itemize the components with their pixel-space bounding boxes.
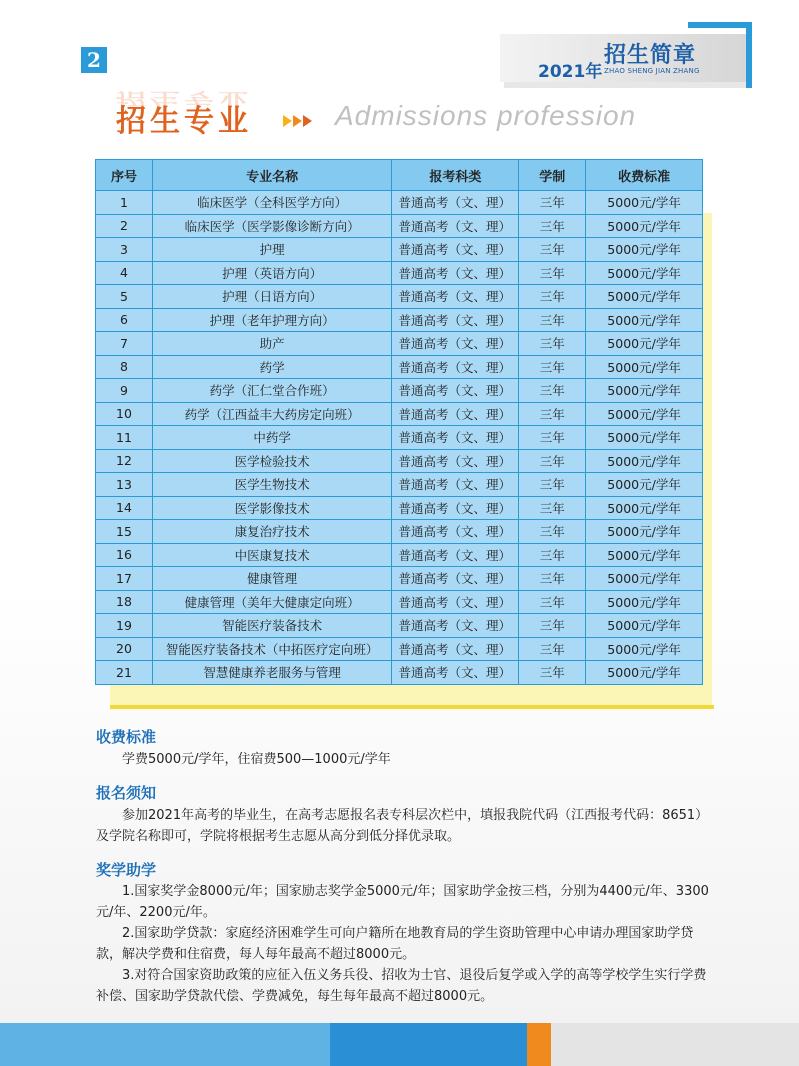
cell-fee: 5000元/学年 (586, 661, 703, 685)
cell-duration: 三年 (519, 261, 586, 285)
header-index: 序号 (96, 160, 153, 191)
cell-fee: 5000元/学年 (586, 238, 703, 262)
banner-year: 2021年 (538, 62, 603, 82)
arrow-icon (283, 115, 292, 127)
cell-fee: 5000元/学年 (586, 543, 703, 567)
cell-duration: 三年 (519, 285, 586, 309)
cell-fee: 5000元/学年 (586, 285, 703, 309)
notice-text: 参加2021年高考的毕业生，在高考志愿报名表专科层次栏中，填报我院代码（江西报考代码：8651）及学院名称即可，学院将根据考生志愿从高分到低分择优录取。 (96, 808, 709, 844)
cell-subject: 普通高考（文、理） (392, 473, 519, 497)
notice-heading: 报名须知 (96, 784, 157, 802)
table-row (96, 261, 703, 285)
banner-title: 招生简章 (604, 43, 697, 68)
table-row (96, 285, 703, 309)
aid-item: 1.国家奖学金8000元/年；国家励志奖学金5000元/年；国家助学金按三档，分别为4400元/年、3300元/年、2200元/年。 (96, 884, 709, 920)
cell-fee: 5000元/学年 (586, 590, 703, 614)
cell-duration: 三年 (519, 496, 586, 520)
cell-fee: 5000元/学年 (586, 496, 703, 520)
cell-major: 药学 (152, 355, 392, 379)
cell-index: 11 (96, 426, 153, 450)
footer-stripe-light (0, 1023, 330, 1066)
cell-index: 21 (96, 661, 153, 685)
fees-text: 学费5000元/学年，住宿费500—1000元/学年 (122, 752, 391, 767)
cell-major: 智慧健康养老服务与管理 (152, 661, 392, 685)
cell-major: 护理（日语方向） (152, 285, 392, 309)
cell-fee: 5000元/学年 (586, 261, 703, 285)
header-fee: 收费标准 (586, 160, 703, 191)
cell-index: 15 (96, 520, 153, 544)
cell-fee: 5000元/学年 (586, 355, 703, 379)
cell-subject: 普通高考（文、理） (392, 543, 519, 567)
aid-heading: 奖学助学 (96, 861, 157, 879)
cell-duration: 三年 (519, 214, 586, 238)
cell-duration: 三年 (519, 191, 586, 215)
cell-subject: 普通高考（文、理） (392, 238, 519, 262)
cell-index: 13 (96, 473, 153, 497)
cell-duration: 三年 (519, 355, 586, 379)
cell-duration: 三年 (519, 379, 586, 403)
cell-duration: 三年 (519, 637, 586, 661)
footer-stripe-orange (527, 1023, 551, 1066)
cell-index: 20 (96, 637, 153, 661)
table-row (96, 355, 703, 379)
table-row (96, 426, 703, 450)
cell-index: 1 (96, 191, 153, 215)
table-row (96, 590, 703, 614)
cell-subject: 普通高考（文、理） (392, 590, 519, 614)
arrow-icon (303, 115, 312, 127)
cell-subject: 普通高考（文、理） (392, 332, 519, 356)
cell-major: 护理（英语方向） (152, 261, 392, 285)
cell-fee: 5000元/学年 (586, 473, 703, 497)
aid-text (96, 881, 711, 1007)
cell-duration: 三年 (519, 332, 586, 356)
cell-major: 助产 (152, 332, 392, 356)
cell-fee: 5000元/学年 (586, 214, 703, 238)
cell-duration: 三年 (519, 567, 586, 591)
cell-major: 临床医学（全科医学方向） (152, 191, 392, 215)
footer-stripe-grey (551, 1023, 799, 1066)
cell-index: 3 (96, 238, 153, 262)
cell-index: 2 (96, 214, 153, 238)
majors-table (95, 159, 703, 685)
aid-item: 3.对符合国家资助政策的应征入伍义务兵役、招收为士官、退役后复学或入学的高等学校学生实行学费补偿、国家助学贷款代偿、学费减免，每生每年最高不超过8000元。 (96, 968, 707, 1004)
cell-duration: 三年 (519, 238, 586, 262)
table-row (96, 214, 703, 238)
cell-index: 19 (96, 614, 153, 638)
table-row (96, 238, 703, 262)
cell-major: 医学检验技术 (152, 449, 392, 473)
cell-major: 医学影像技术 (152, 496, 392, 520)
cell-fee: 5000元/学年 (586, 614, 703, 638)
cell-fee: 5000元/学年 (586, 332, 703, 356)
fees-heading: 收费标准 (96, 728, 157, 746)
cell-major: 临床医学（医学影像诊断方向） (152, 214, 392, 238)
cell-subject: 普通高考（文、理） (392, 496, 519, 520)
table-row (96, 191, 703, 215)
cell-subject: 普通高考（文、理） (392, 637, 519, 661)
cell-subject: 普通高考（文、理） (392, 661, 519, 685)
cell-duration: 三年 (519, 449, 586, 473)
cell-major: 护理（老年护理方向） (152, 308, 392, 332)
cell-duration: 三年 (519, 590, 586, 614)
table-row (96, 308, 703, 332)
cell-subject: 普通高考（文、理） (392, 285, 519, 309)
table-row (96, 543, 703, 567)
cell-major: 康复治疗技术 (152, 520, 392, 544)
cell-duration: 三年 (519, 308, 586, 332)
cell-index: 18 (96, 590, 153, 614)
table-row (96, 449, 703, 473)
cell-subject: 普通高考（文、理） (392, 567, 519, 591)
cell-index: 16 (96, 543, 153, 567)
cell-major: 药学（江西益丰大药房定向班） (152, 402, 392, 426)
cell-subject: 普通高考（文、理） (392, 379, 519, 403)
cell-fee: 5000元/学年 (586, 567, 703, 591)
cell-index: 8 (96, 355, 153, 379)
cell-duration: 三年 (519, 473, 586, 497)
aid-item: 2.国家助学贷款：家庭经济困难学生可向户籍所在地教育局的学生资助管理中心申请办理国家助学贷款，解决学费和住宿费，每人每年最高不超过8000元。 (96, 926, 694, 962)
cell-subject: 普通高考（文、理） (392, 614, 519, 638)
cell-major: 智能医疗装备技术 (152, 614, 392, 638)
cell-duration: 三年 (519, 402, 586, 426)
cell-fee: 5000元/学年 (586, 520, 703, 544)
cell-index: 10 (96, 402, 153, 426)
table-row (96, 379, 703, 403)
banner-accent-bar (688, 22, 752, 28)
cell-index: 7 (96, 332, 153, 356)
cell-fee: 5000元/学年 (586, 308, 703, 332)
page-number: 2 (81, 47, 107, 73)
section-title-english: Admissions profession (335, 100, 637, 131)
cell-index: 12 (96, 449, 153, 473)
cell-subject: 普通高考（文、理） (392, 214, 519, 238)
cell-fee: 5000元/学年 (586, 402, 703, 426)
cell-duration: 三年 (519, 543, 586, 567)
cell-major: 智能医疗装备技术（中拓医疗定向班） (152, 637, 392, 661)
cell-fee: 5000元/学年 (586, 426, 703, 450)
cell-fee: 5000元/学年 (586, 449, 703, 473)
cell-subject: 普通高考（文、理） (392, 449, 519, 473)
table-row (96, 661, 703, 685)
table-row (96, 332, 703, 356)
cell-subject: 普通高考（文、理） (392, 261, 519, 285)
cell-major: 中药学 (152, 426, 392, 450)
arrow-icon (293, 115, 302, 127)
cell-subject: 普通高考（文、理） (392, 426, 519, 450)
footer-stripe-dark (330, 1023, 527, 1066)
table-header-row (96, 160, 703, 191)
table-row (96, 496, 703, 520)
table-row (96, 520, 703, 544)
cell-index: 5 (96, 285, 153, 309)
arrow-decoration (283, 112, 313, 124)
cell-subject: 普通高考（文、理） (392, 402, 519, 426)
cell-major: 健康管理 (152, 567, 392, 591)
cell-subject: 普通高考（文、理） (392, 191, 519, 215)
cell-major: 护理 (152, 238, 392, 262)
cell-subject: 普通高考（文、理） (392, 355, 519, 379)
cell-major: 中医康复技术 (152, 543, 392, 567)
cell-major: 药学（汇仁堂合作班） (152, 379, 392, 403)
table-row (96, 614, 703, 638)
cell-fee: 5000元/学年 (586, 379, 703, 403)
table-row (96, 402, 703, 426)
header-major: 专业名称 (152, 160, 392, 191)
banner-pinyin: ZHAO SHENG JIAN ZHANG (604, 67, 700, 75)
cell-major: 医学生物技术 (152, 473, 392, 497)
cell-fee: 5000元/学年 (586, 637, 703, 661)
cell-major: 健康管理（美年大健康定向班） (152, 590, 392, 614)
cell-subject: 普通高考（文、理） (392, 520, 519, 544)
cell-duration: 三年 (519, 661, 586, 685)
cell-fee: 5000元/学年 (586, 191, 703, 215)
section-title: 招生专业 (116, 104, 252, 139)
cell-duration: 三年 (519, 614, 586, 638)
cell-duration: 三年 (519, 520, 586, 544)
cell-index: 17 (96, 567, 153, 591)
cell-index: 6 (96, 308, 153, 332)
header-duration: 学制 (519, 160, 586, 191)
cell-duration: 三年 (519, 426, 586, 450)
cell-index: 4 (96, 261, 153, 285)
table-shadow-edge (110, 705, 714, 709)
table-row (96, 567, 703, 591)
section-title-reflection: 招生专业 (116, 88, 252, 108)
table-row (96, 473, 703, 497)
cell-index: 14 (96, 496, 153, 520)
header-subject: 报考科类 (392, 160, 519, 191)
banner-accent-bar-vertical (746, 22, 752, 88)
table-row (96, 637, 703, 661)
cell-subject: 普通高考（文、理） (392, 308, 519, 332)
cell-index: 9 (96, 379, 153, 403)
